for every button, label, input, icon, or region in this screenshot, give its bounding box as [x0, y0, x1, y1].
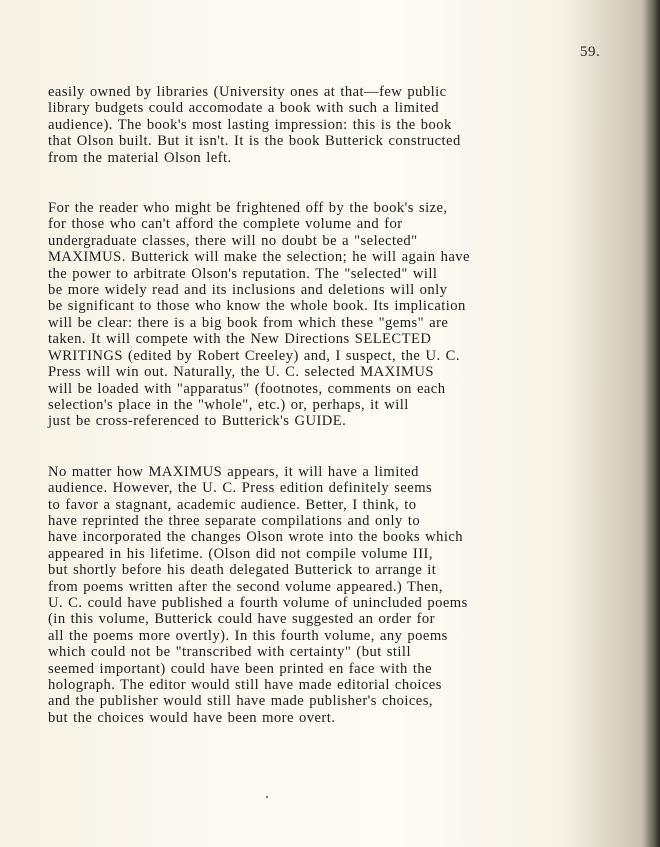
text-line: holograph. The editor would still have made editorial choices — [48, 677, 442, 693]
text-line: which could not be "transcribed with certainty" (but still — [48, 644, 411, 661]
page-edge-shadow — [644, 0, 660, 847]
text-line: have incorporated the changes Olson wrote into the books which — [48, 529, 464, 546]
text-line: all the poems more overtly). In this fourth volume, any poems — [48, 627, 448, 644]
text-line: be significant to those who know the whole book. Its implication — [48, 298, 466, 315]
text-line: U. C. could have published a fourth volume of unincluded poems — [48, 594, 468, 611]
body-text — [48, 84, 608, 726]
text-line: (in this volume, Butterick could have suggested an order for — [48, 611, 435, 628]
text-line: from poems written after the second volume appeared.) Then, — [48, 578, 443, 595]
text-line: that Olson built. But it isn't. It is the book Butterick constructed — [48, 133, 461, 150]
text-line: audience). The book's most lasting impression: this is the book — [48, 116, 452, 133]
paragraph-1 — [48, 84, 608, 166]
paragraph-3 — [48, 464, 608, 727]
text-line: audience. However, the U. C. Press edition definitely seems — [48, 480, 433, 497]
paragraph-2 — [48, 200, 608, 430]
text-line: undergraduate classes, there will no doubt be a "selected" — [48, 232, 418, 249]
text-line: taken. It will compete with the New Directions SELECTED — [48, 331, 432, 348]
text-line: for those who can't afford the complete volume and for — [48, 216, 403, 233]
text-line: Press will win out. Naturally, the U. C. selected MAXIMUS — [48, 364, 434, 381]
text-line: but the choices would have been more overt. — [48, 709, 336, 726]
text-line: easily owned by libraries (University ones at that—few public — [48, 84, 447, 100]
text-line: will be clear: there is a big book from which these "gems" are — [48, 314, 449, 331]
paper-speck — [266, 796, 268, 798]
text-line: No matter how MAXIMUS appears, it will have a limited — [48, 463, 419, 480]
page-number: 59. — [580, 44, 601, 60]
text-line: library budgets could accomodate a book with such a limited — [48, 100, 439, 117]
text-line: WRITINGS (edited by Robert Creeley) and, I suspect, the U. C. — [48, 347, 460, 364]
text-line: MAXIMUS. Butterick will make the selection; he will again have — [48, 249, 470, 266]
text-line: and the publisher would still have made publisher's choices, — [48, 693, 433, 710]
text-line: will be loaded with "apparatus" (footnotes, comments on each — [48, 380, 446, 397]
text-line: be more widely read and its inclusions and deletions will only — [48, 282, 448, 299]
text-line: but shortly before his death delegated Butterick to arrange it — [48, 562, 437, 579]
text-line: have reprinted the three separate compilations and only to — [48, 512, 421, 529]
text-line: seemed important) could have been printed en face with the — [48, 660, 432, 677]
text-line: the power to arbitrate Olson's reputation. The "selected" will — [48, 265, 438, 282]
text-line: from the material Olson left. — [48, 149, 232, 166]
text-line: For the reader who might be frightened off by the book's size, — [48, 200, 448, 217]
text-line: selection's place in the "whole", etc.) or, perhaps, it will — [48, 396, 409, 413]
paragraph-gap — [48, 430, 608, 464]
paragraph-gap — [48, 166, 608, 200]
text-line: just be cross-referenced to Butterick's GUIDE. — [48, 413, 347, 430]
text-line: appeared in his lifetime. (Olson did not compile volume III, — [48, 545, 433, 562]
text-line: to favor a stagnant, academic audience. Better, I think, to — [48, 496, 417, 513]
